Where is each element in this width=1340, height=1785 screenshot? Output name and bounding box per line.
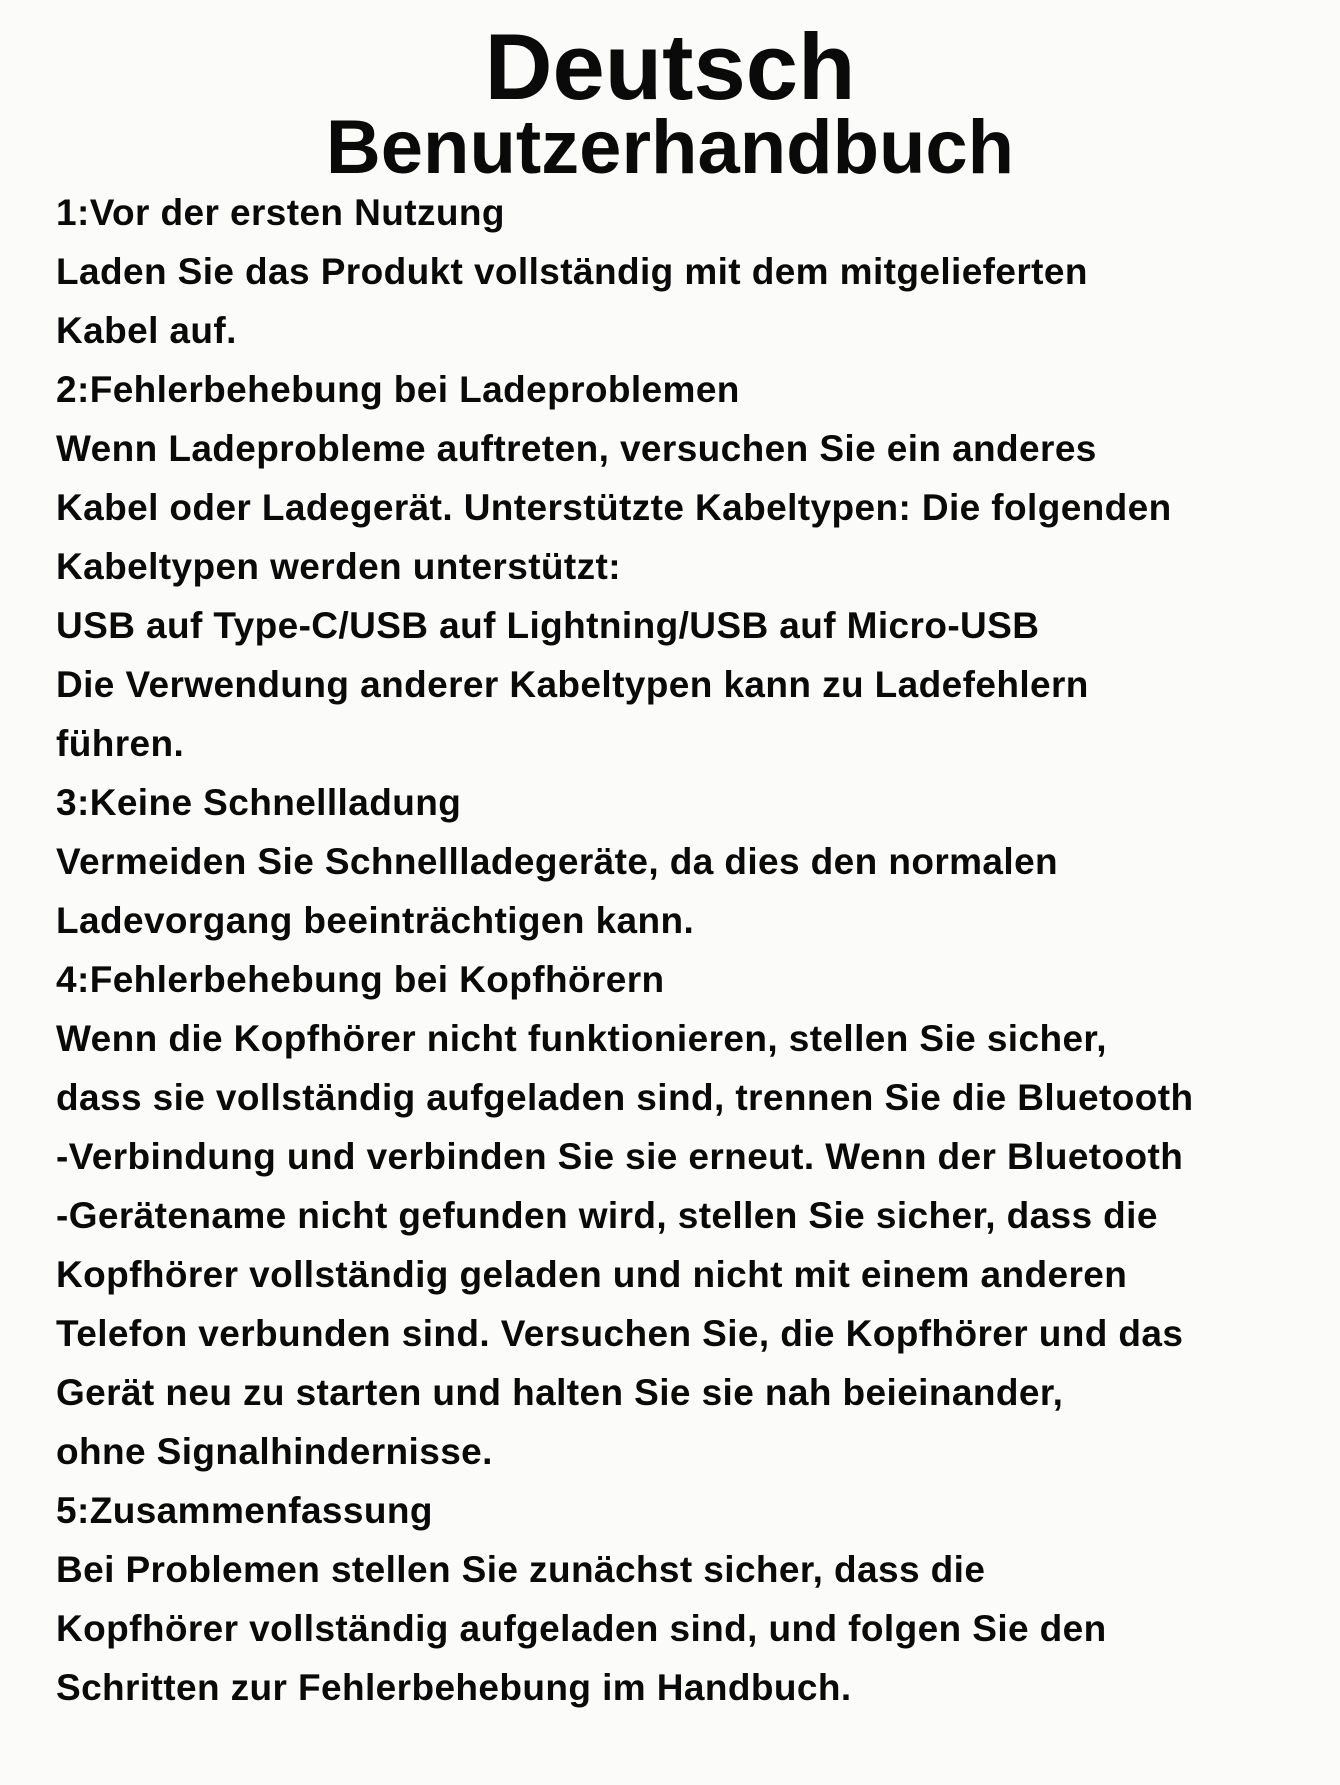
- section-4-text-line: ohne Signalhindernisse.: [56, 1431, 493, 1472]
- section-2-text-line: Kabeltypen werden unterstützt:: [56, 546, 621, 587]
- section-3-text-line: Ladevorgang beeinträchtigen kann.: [56, 900, 695, 941]
- section-2-text-line: führen.: [56, 723, 185, 764]
- section-2-text-line: USB auf Type-C/USB auf Lightning/USB auf Micro-USB: [56, 605, 1040, 646]
- section-heading-3: 3:Keine Schnellladung: [56, 782, 462, 823]
- section-5-text-line: Bei Problemen stellen Sie zunächst sicher, dass die: [56, 1549, 986, 1590]
- section-1-text-line: Laden Sie das Produkt vollständig mit dem mitgelieferten: [56, 251, 1088, 292]
- section-4-text-line: -Gerätename nicht gefunden wird, stellen Sie sicher, dass die: [56, 1195, 1158, 1236]
- section-5-text-line: Kopfhörer vollständig aufgeladen sind, und folgen Sie den: [56, 1608, 1107, 1649]
- section-4-text-line: -Verbindung und verbinden Sie sie erneut. Wenn der Bluetooth: [56, 1136, 1184, 1177]
- section-4-text-line: Telefon verbunden sind. Versuchen Sie, die Kopfhörer und das: [56, 1313, 1184, 1354]
- section-heading-2: 2:Fehlerbehebung bei Ladeproblemen: [56, 369, 740, 410]
- section-2-text-line: Wenn Ladeprobleme auftreten, versuchen Sie ein anderes: [56, 428, 1097, 469]
- section-4-text-line: Wenn die Kopfhörer nicht funktionieren, stellen Sie sicher,: [56, 1018, 1107, 1059]
- section-2-text-line: Die Verwendung anderer Kabeltypen kann zu Ladefehlern: [56, 664, 1089, 705]
- section-2-text-line: Kabel oder Ladegerät. Unterstützte Kabeltypen: Die folgenden: [56, 487, 1172, 528]
- section-5-text-line: Schritten zur Fehlerbehebung im Handbuch.: [56, 1667, 852, 1708]
- section-heading-1: 1:Vor der ersten Nutzung: [56, 192, 505, 233]
- section-heading-5: 5:Zusammenfassung: [56, 1490, 433, 1531]
- section-4-text-line: Kopfhörer vollständig geladen und nicht mit einem anderen: [56, 1254, 1128, 1295]
- section-3-text-line: Vermeiden Sie Schnellladegeräte, da dies den normalen: [56, 841, 1059, 882]
- section-heading-4: 4:Fehlerbehebung bei Kopfhörern: [56, 959, 665, 1000]
- manual-body: [56, 183, 1336, 1717]
- section-4-text-line: dass sie vollständig aufgeladen sind, trennen Sie die Bluetooth: [56, 1077, 1194, 1118]
- page-subtitle: Benutzerhandbuch: [325, 105, 1015, 190]
- section-4-text-line: Gerät neu zu starten und halten Sie sie nah beieinander,: [56, 1372, 1064, 1413]
- section-1-text-line: Kabel auf.: [56, 310, 237, 351]
- page-title: Deutsch: [484, 14, 856, 119]
